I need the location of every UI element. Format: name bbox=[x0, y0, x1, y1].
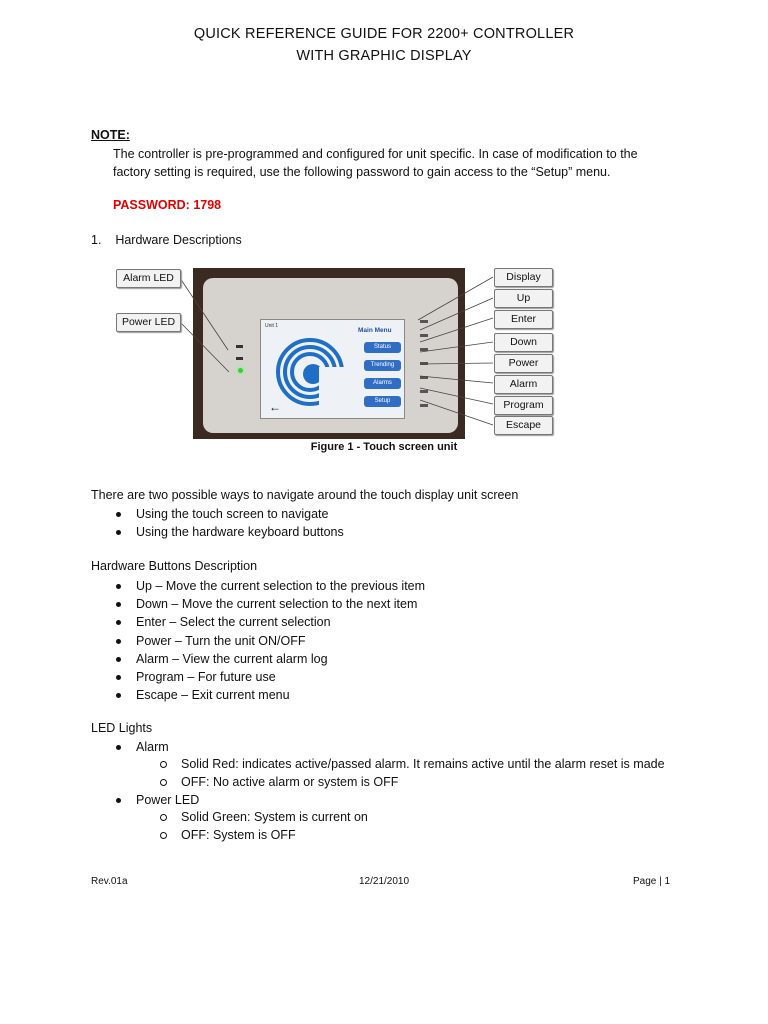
screen-menu-title: Main Menu bbox=[358, 327, 392, 334]
figure-caption: Figure 1 - Touch screen unit bbox=[310, 441, 458, 453]
list-item: Down – Move the current selection to the next item bbox=[136, 595, 425, 613]
label-escape: Escape bbox=[494, 416, 553, 435]
footer-date: 12/21/2010 bbox=[359, 876, 410, 887]
back-arrow-icon: ← bbox=[269, 400, 281, 414]
led-list bbox=[136, 738, 169, 756]
footer-page-number: Page | 1 bbox=[633, 876, 671, 887]
list-item: Using the hardware keyboard buttons bbox=[136, 523, 344, 541]
label-up: Up bbox=[494, 289, 553, 308]
label-alarm: Alarm bbox=[494, 375, 553, 394]
screen-button-trending: Trending bbox=[364, 360, 401, 371]
list-item: Alarm – View the current alarm log bbox=[136, 650, 425, 668]
label-alarm-led: Alarm LED bbox=[116, 269, 181, 288]
navigation-intro: There are two possible ways to navigate around the touch display unit screen bbox=[91, 488, 519, 502]
sub-list-item: Solid Red: indicates active/passed alarm. It remains active until the alarm reset is made bbox=[181, 755, 665, 773]
screen-button-status: Status bbox=[364, 342, 401, 353]
sub-list-item: OFF: System is OFF bbox=[181, 826, 368, 844]
callout-lines bbox=[0, 0, 768, 460]
led-alarm-sublist bbox=[181, 755, 665, 791]
label-power-led: Power LED bbox=[116, 313, 181, 332]
label-display: Display bbox=[494, 268, 553, 287]
list-item-power-led: Power LED bbox=[136, 791, 199, 809]
hw-buttons-list bbox=[136, 577, 425, 704]
led-list-power bbox=[136, 791, 199, 809]
document-title-line1: QUICK REFERENCE GUIDE FOR 2200+ CONTROLLER bbox=[193, 26, 575, 42]
label-power: Power bbox=[494, 354, 553, 373]
list-item: Up – Move the current selection to the previous item bbox=[136, 577, 425, 595]
list-item-alarm: Alarm bbox=[136, 738, 169, 756]
footer-revision: Rev.01a bbox=[91, 876, 128, 887]
note-line-1: The controller is pre-programmed and configured for unit specific. In case of modification to the bbox=[113, 147, 638, 161]
led-power-sublist bbox=[181, 808, 368, 844]
label-down: Down bbox=[494, 333, 553, 352]
navigation-list bbox=[136, 505, 344, 541]
label-program: Program bbox=[494, 396, 553, 415]
list-item: Enter – Select the current selection bbox=[136, 613, 425, 631]
screen-corner-text: Unit 1 bbox=[265, 323, 279, 329]
screen-button-alarms: Alarms bbox=[364, 378, 401, 389]
section-hardware-descriptions: 1. Hardware Descriptions bbox=[91, 233, 242, 247]
sub-list-item: Solid Green: System is current on bbox=[181, 808, 368, 826]
list-item: Using the touch screen to navigate bbox=[136, 505, 344, 523]
list-item: Power – Turn the unit ON/OFF bbox=[136, 632, 425, 650]
led-heading: LED Lights bbox=[91, 721, 153, 735]
password-text: PASSWORD: 1798 bbox=[113, 198, 222, 212]
screen-button-setup: Setup bbox=[364, 396, 401, 407]
document-title-line2: WITH GRAPHIC DISPLAY bbox=[296, 48, 472, 64]
list-item: Program – For future use bbox=[136, 668, 425, 686]
list-item: Escape – Exit current menu bbox=[136, 686, 425, 704]
note-line-2: factory setting is required, use the following password to gain access to the “Setup” menu. bbox=[113, 164, 611, 179]
note-heading: NOTE: bbox=[91, 128, 130, 142]
label-enter: Enter bbox=[494, 310, 553, 329]
hw-buttons-heading: Hardware Buttons Description bbox=[91, 559, 258, 573]
sub-list-item: OFF: No active alarm or system is OFF bbox=[181, 773, 665, 791]
